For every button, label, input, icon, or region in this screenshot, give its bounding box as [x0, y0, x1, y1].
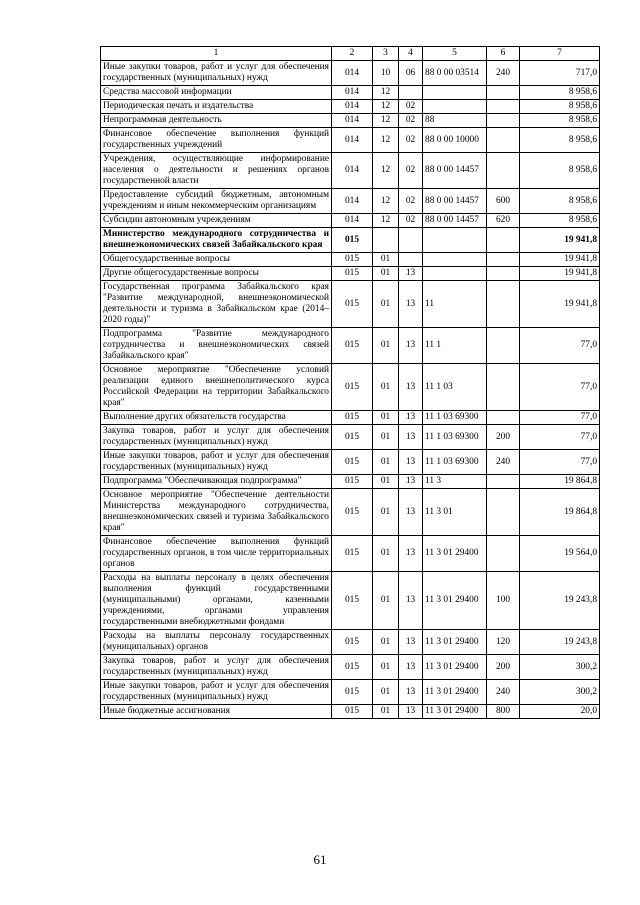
expense-name-cell: Министерство международного сотрудничества и внешнеэкономических связей Забайкальского края	[101, 228, 332, 253]
amount-cell: 19 941,8	[520, 281, 600, 328]
subsection-cell: 02	[399, 214, 423, 228]
ministry-code-cell: 015	[332, 536, 373, 572]
table-row	[101, 364, 600, 411]
section-cell: 01	[373, 655, 399, 680]
subsection-cell	[399, 228, 423, 253]
ministry-code-cell: 014	[332, 86, 373, 100]
ministry-code-cell: 015	[332, 572, 373, 630]
header-cell: 1	[101, 47, 332, 61]
table-row	[101, 189, 600, 214]
amount-cell: 8 958,6	[520, 114, 600, 128]
expense-type-cell: 240	[487, 680, 520, 705]
amount-cell: 20,0	[520, 705, 600, 719]
ministry-code-cell: 014	[332, 189, 373, 214]
expense-name-cell: Основное мероприятие "Обеспечение деятельности Министерства международного сотрудничества, внешнеэкономических связей и туризма Забайкальского края"	[101, 489, 332, 536]
expense-name-cell: Финансовое обеспечение выполнения функций государственных учреждений	[101, 128, 332, 153]
table-row	[101, 536, 600, 572]
expense-type-cell	[487, 411, 520, 425]
table-row	[101, 214, 600, 228]
amount-cell: 8 958,6	[520, 128, 600, 153]
amount-cell: 77,0	[520, 425, 600, 450]
expense-name-cell: Основное мероприятие "Обеспечение условий реализации единого внешнеполитического курса Российской Федерации на территории Забайкальского края"	[101, 364, 332, 411]
section-cell: 12	[373, 100, 399, 114]
section-cell: 01	[373, 489, 399, 536]
amount-cell: 8 958,6	[520, 153, 600, 189]
section-cell: 01	[373, 425, 399, 450]
target-article-cell: 11 3 01	[423, 489, 487, 536]
subsection-cell: 13	[399, 450, 423, 475]
table-row	[101, 100, 600, 114]
expense-name-cell: Непрограммная деятельность	[101, 114, 332, 128]
ministry-code-cell: 014	[332, 100, 373, 114]
expense-type-cell: 200	[487, 425, 520, 450]
expense-type-cell	[487, 489, 520, 536]
ministry-code-cell: 015	[332, 411, 373, 425]
target-article-cell: 11 3 01 29400	[423, 655, 487, 680]
expense-type-cell	[487, 128, 520, 153]
table-row	[101, 153, 600, 189]
amount-cell: 77,0	[520, 364, 600, 411]
amount-cell: 19 564,0	[520, 536, 600, 572]
subsection-cell: 02	[399, 114, 423, 128]
amount-cell: 77,0	[520, 411, 600, 425]
subsection-cell: 02	[399, 153, 423, 189]
expense-type-cell: 600	[487, 189, 520, 214]
expense-type-cell	[487, 86, 520, 100]
subsection-cell	[399, 86, 423, 100]
subsection-cell: 02	[399, 189, 423, 214]
subsection-cell: 13	[399, 680, 423, 705]
target-article-cell: 88	[423, 114, 487, 128]
expense-name-cell: Иные бюджетные ассигнования	[101, 705, 332, 719]
expense-name-cell: Общегосударственные вопросы	[101, 253, 332, 267]
expense-name-cell: Периодическая печать и издательства	[101, 100, 332, 114]
subsection-cell: 13	[399, 705, 423, 719]
ministry-code-cell: 015	[332, 630, 373, 655]
budget-table	[100, 46, 600, 719]
ministry-code-cell: 015	[332, 267, 373, 281]
amount-cell: 19 941,8	[520, 267, 600, 281]
expense-type-cell: 120	[487, 630, 520, 655]
ministry-code-cell: 015	[332, 680, 373, 705]
ministry-code-cell: 015	[332, 705, 373, 719]
section-cell: 12	[373, 189, 399, 214]
ministry-code-cell: 015	[332, 425, 373, 450]
target-article-cell: 88 0 00 14457	[423, 153, 487, 189]
expense-type-cell	[487, 228, 520, 253]
amount-cell: 19 243,8	[520, 572, 600, 630]
table-body	[101, 47, 600, 719]
expense-name-cell: Финансовое обеспечение выполнения функций государственных органов, в том числе территориальных органов	[101, 536, 332, 572]
expense-type-cell: 800	[487, 705, 520, 719]
table-row	[101, 572, 600, 630]
header-cell: 6	[487, 47, 520, 61]
target-article-cell	[423, 267, 487, 281]
amount-cell: 19 864,8	[520, 475, 600, 489]
subsection-cell: 13	[399, 267, 423, 281]
subsection-cell: 13	[399, 489, 423, 536]
expense-type-cell	[487, 253, 520, 267]
expense-name-cell: Средства массовой информации	[101, 86, 332, 100]
target-article-cell: 88 0 00 14457	[423, 214, 487, 228]
section-cell: 12	[373, 153, 399, 189]
subsection-cell: 02	[399, 128, 423, 153]
table-row	[101, 86, 600, 100]
ministry-code-cell: 015	[332, 655, 373, 680]
target-article-cell: 11 1 03	[423, 364, 487, 411]
subsection-cell: 02	[399, 100, 423, 114]
subsection-cell: 13	[399, 281, 423, 328]
table-row	[101, 425, 600, 450]
section-cell: 01	[373, 253, 399, 267]
amount-cell: 300,2	[520, 680, 600, 705]
target-article-cell: 88 0 00 10000	[423, 128, 487, 153]
expense-type-cell: 240	[487, 61, 520, 86]
expense-type-cell: 620	[487, 214, 520, 228]
target-article-cell: 88 0 00 14457	[423, 189, 487, 214]
ministry-code-cell: 015	[332, 489, 373, 536]
ministry-code-cell: 015	[332, 253, 373, 267]
target-article-cell: 11 3	[423, 475, 487, 489]
table-row	[101, 61, 600, 86]
expense-type-cell	[487, 153, 520, 189]
amount-cell: 8 958,6	[520, 86, 600, 100]
amount-cell: 77,0	[520, 328, 600, 364]
target-article-cell: 11 1 03 69300	[423, 450, 487, 475]
section-cell: 01	[373, 281, 399, 328]
expense-name-cell: Субсидии автономным учреждениям	[101, 214, 332, 228]
expense-type-cell	[487, 100, 520, 114]
subsection-cell: 13	[399, 536, 423, 572]
amount-cell: 717,0	[520, 61, 600, 86]
ministry-code-cell: 014	[332, 114, 373, 128]
target-article-cell: 11 1 03 69300	[423, 411, 487, 425]
expense-name-cell: Иные закупки товаров, работ и услуг для обеспечения государственных (муниципальных) нужд	[101, 61, 332, 86]
expense-name-cell: Иные закупки товаров, работ и услуг для обеспечения государственных (муниципальных) нужд	[101, 680, 332, 705]
expense-name-cell: Расходы на выплаты персоналу государственных (муниципальных) органов	[101, 630, 332, 655]
subsection-cell: 13	[399, 572, 423, 630]
ministry-code-cell: 015	[332, 450, 373, 475]
page-number: 61	[313, 852, 327, 867]
expense-type-cell	[487, 328, 520, 364]
header-cell: 2	[332, 47, 373, 61]
expense-type-cell: 240	[487, 450, 520, 475]
section-cell: 01	[373, 267, 399, 281]
expense-name-cell: Другие общегосударственные вопросы	[101, 267, 332, 281]
target-article-cell	[423, 253, 487, 267]
expense-type-cell	[487, 267, 520, 281]
target-article-cell	[423, 100, 487, 114]
section-cell: 01	[373, 364, 399, 411]
amount-cell: 8 958,6	[520, 214, 600, 228]
expense-name-cell: Государственная программа Забайкальского края "Развитие международной, внешнеэкономической деятельности и туризма в Забайкальском крае (2014–2020 годы)"	[101, 281, 332, 328]
table-row	[101, 450, 600, 475]
target-article-cell	[423, 228, 487, 253]
expense-type-cell	[487, 536, 520, 572]
section-cell: 01	[373, 705, 399, 719]
section-cell: 12	[373, 114, 399, 128]
expense-type-cell	[487, 281, 520, 328]
header-cell: 4	[399, 47, 423, 61]
amount-cell: 77,0	[520, 450, 600, 475]
ministry-code-cell: 014	[332, 128, 373, 153]
header-cell: 3	[373, 47, 399, 61]
amount-cell: 19 243,8	[520, 630, 600, 655]
table-row	[101, 114, 600, 128]
ministry-code-cell: 015	[332, 228, 373, 253]
subsection-cell: 13	[399, 630, 423, 655]
section-cell: 01	[373, 536, 399, 572]
section-cell	[373, 228, 399, 253]
ministry-code-cell: 014	[332, 61, 373, 86]
expense-name-cell: Подпрограмма "Развитие международного сотрудничества и внешнеэкономических связей Забайкальского края"	[101, 328, 332, 364]
target-article-cell: 11 3 01 29400	[423, 705, 487, 719]
target-article-cell: 11 1	[423, 328, 487, 364]
subsection-cell: 06	[399, 61, 423, 86]
amount-cell: 300,2	[520, 655, 600, 680]
table-row	[101, 411, 600, 425]
expense-name-cell: Учреждения, осуществляющие информирование населения о деятельности и решениях органов государственной власти	[101, 153, 332, 189]
expense-name-cell: Предоставление субсидий бюджетным, автономным учреждениям и иным некоммерческим организациям	[101, 189, 332, 214]
amount-cell: 19 864,8	[520, 489, 600, 536]
amount-cell: 8 958,6	[520, 189, 600, 214]
section-cell: 01	[373, 411, 399, 425]
amount-cell: 19 941,8	[520, 228, 600, 253]
table-row	[101, 680, 600, 705]
section-cell: 01	[373, 475, 399, 489]
subsection-cell: 13	[399, 364, 423, 411]
ministry-code-cell: 014	[332, 153, 373, 189]
expense-type-cell	[487, 364, 520, 411]
table-row	[101, 489, 600, 536]
subsection-cell: 13	[399, 425, 423, 450]
ministry-code-cell: 015	[332, 475, 373, 489]
section-cell: 01	[373, 450, 399, 475]
table-row	[101, 655, 600, 680]
table-row	[101, 228, 600, 253]
section-cell: 12	[373, 214, 399, 228]
target-article-cell: 11 1 03 69300	[423, 425, 487, 450]
expense-type-cell: 100	[487, 572, 520, 630]
subsection-cell: 13	[399, 328, 423, 364]
target-article-cell: 11 3 01 29400	[423, 572, 487, 630]
amount-cell: 19 941,8	[520, 253, 600, 267]
subsection-cell	[399, 253, 423, 267]
header-cell: 7	[520, 47, 600, 61]
table-row	[101, 253, 600, 267]
expense-name-cell: Закупка товаров, работ и услуг для обеспечения государственных (муниципальных) нужд	[101, 655, 332, 680]
ministry-code-cell: 015	[332, 364, 373, 411]
section-cell: 01	[373, 328, 399, 364]
expense-name-cell: Подпрограмма "Обеспечивающая подпрограмма"	[101, 475, 332, 489]
target-article-cell: 11 3 01 29400	[423, 680, 487, 705]
section-cell: 12	[373, 86, 399, 100]
expense-name-cell: Иные закупки товаров, работ и услуг для обеспечения государственных (муниципальных) нужд	[101, 450, 332, 475]
target-article-cell: 11 3 01 29400	[423, 536, 487, 572]
ministry-code-cell: 015	[332, 281, 373, 328]
target-article-cell: 88 0 00 03514	[423, 61, 487, 86]
table-row	[101, 267, 600, 281]
target-article-cell: 11 3 01 29400	[423, 630, 487, 655]
expense-name-cell: Выполнение других обязательств государства	[101, 411, 332, 425]
section-cell: 10	[373, 61, 399, 86]
header-cell: 5	[423, 47, 487, 61]
table-row	[101, 128, 600, 153]
section-cell: 01	[373, 630, 399, 655]
table-row	[101, 705, 600, 719]
expense-name-cell: Расходы на выплаты персоналу в целях обеспечения выполнения функций государственными (муниципальными) органами, казенными учреждениями, органами управления государственными внебюджетными фондами	[101, 572, 332, 630]
target-article-cell: 11	[423, 281, 487, 328]
section-cell: 12	[373, 128, 399, 153]
expense-type-cell: 200	[487, 655, 520, 680]
section-cell: 01	[373, 680, 399, 705]
amount-cell: 8 958,6	[520, 100, 600, 114]
table-row	[101, 630, 600, 655]
subsection-cell: 13	[399, 411, 423, 425]
expense-type-cell	[487, 475, 520, 489]
expense-type-cell	[487, 114, 520, 128]
table-row	[101, 475, 600, 489]
subsection-cell: 13	[399, 655, 423, 680]
table-row	[101, 281, 600, 328]
table-header-row	[101, 47, 600, 61]
subsection-cell: 13	[399, 475, 423, 489]
table-row	[101, 328, 600, 364]
ministry-code-cell: 014	[332, 214, 373, 228]
expense-name-cell: Закупка товаров, работ и услуг для обеспечения государственных (муниципальных) нужд	[101, 425, 332, 450]
section-cell: 01	[373, 572, 399, 630]
ministry-code-cell: 015	[332, 328, 373, 364]
target-article-cell	[423, 86, 487, 100]
